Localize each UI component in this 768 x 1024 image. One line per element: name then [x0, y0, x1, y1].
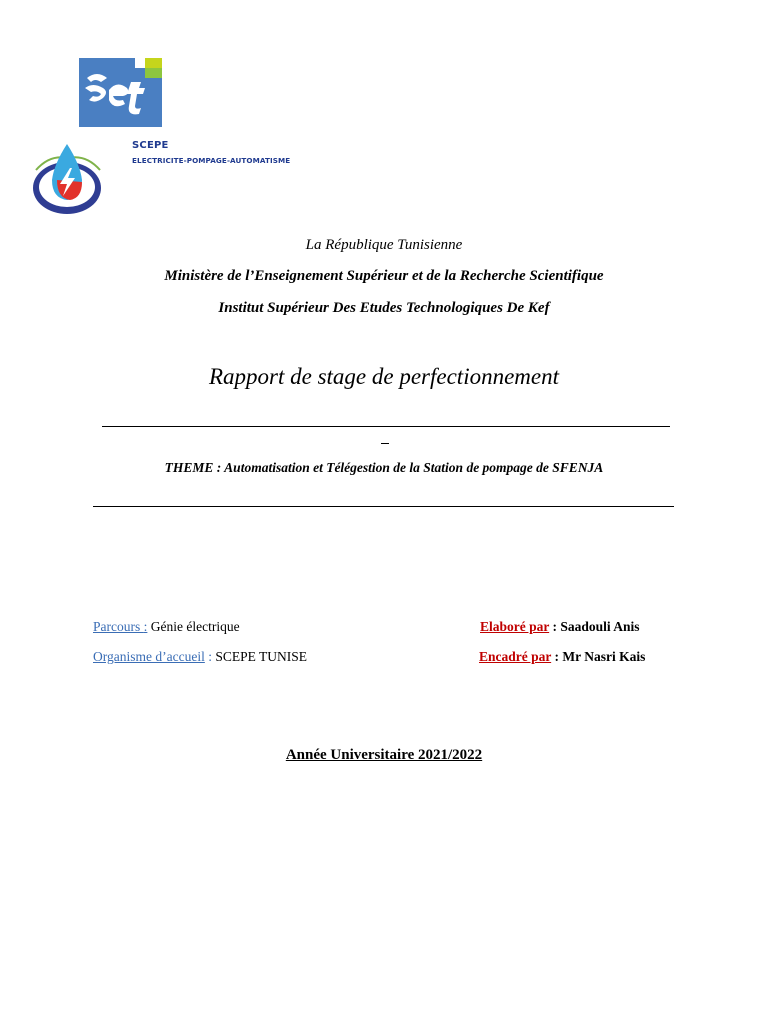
separator-line-bottom [93, 506, 674, 507]
academic-year: Année Universitaire 2021/2022 [285, 747, 483, 763]
ministry-line: Ministère de l’Enseignement Supérieur et de la Recherche Scientifique [164, 268, 604, 284]
water-drop-lightning-icon [30, 140, 104, 216]
organisme-value: SCEPE TUNISE [211, 649, 307, 664]
report-title: Rapport de stage de perfectionnement [208, 364, 560, 389]
institute-line: Institut Supérieur Des Etudes Technologiques De Kef [218, 300, 550, 316]
organisme-label: Organisme d’accueil [93, 649, 205, 664]
organisme-colon: : [204, 649, 212, 664]
parcours-row [93, 619, 240, 635]
organisme-row [93, 649, 307, 665]
parcours-label: Parcours [93, 619, 144, 634]
encadre-label: Encadré par [479, 649, 552, 664]
republic-line: La République Tunisienne [305, 237, 463, 253]
parcours-value: Génie électrique [147, 619, 240, 634]
elabore-value: : Saadouli Anis [549, 619, 640, 634]
parcours-colon: : [143, 619, 148, 634]
encadre-value: : Mr Nasri Kais [551, 649, 646, 664]
elabore-label: Elaboré par [480, 619, 550, 634]
theme-line: THEME : Automatisation et Télégestion de la Station de pompage de SFENJA [164, 460, 604, 475]
encadre-row [479, 649, 645, 665]
separator-dash [381, 443, 389, 444]
elabore-row [480, 619, 640, 635]
scepe-company-name: SCEPE [132, 140, 169, 151]
scepe-tagline: ELECTRICITE-POMPAGE-AUTOMATISME [132, 156, 291, 165]
iset-logo-icon [79, 58, 162, 127]
separator-line-top [102, 426, 670, 427]
